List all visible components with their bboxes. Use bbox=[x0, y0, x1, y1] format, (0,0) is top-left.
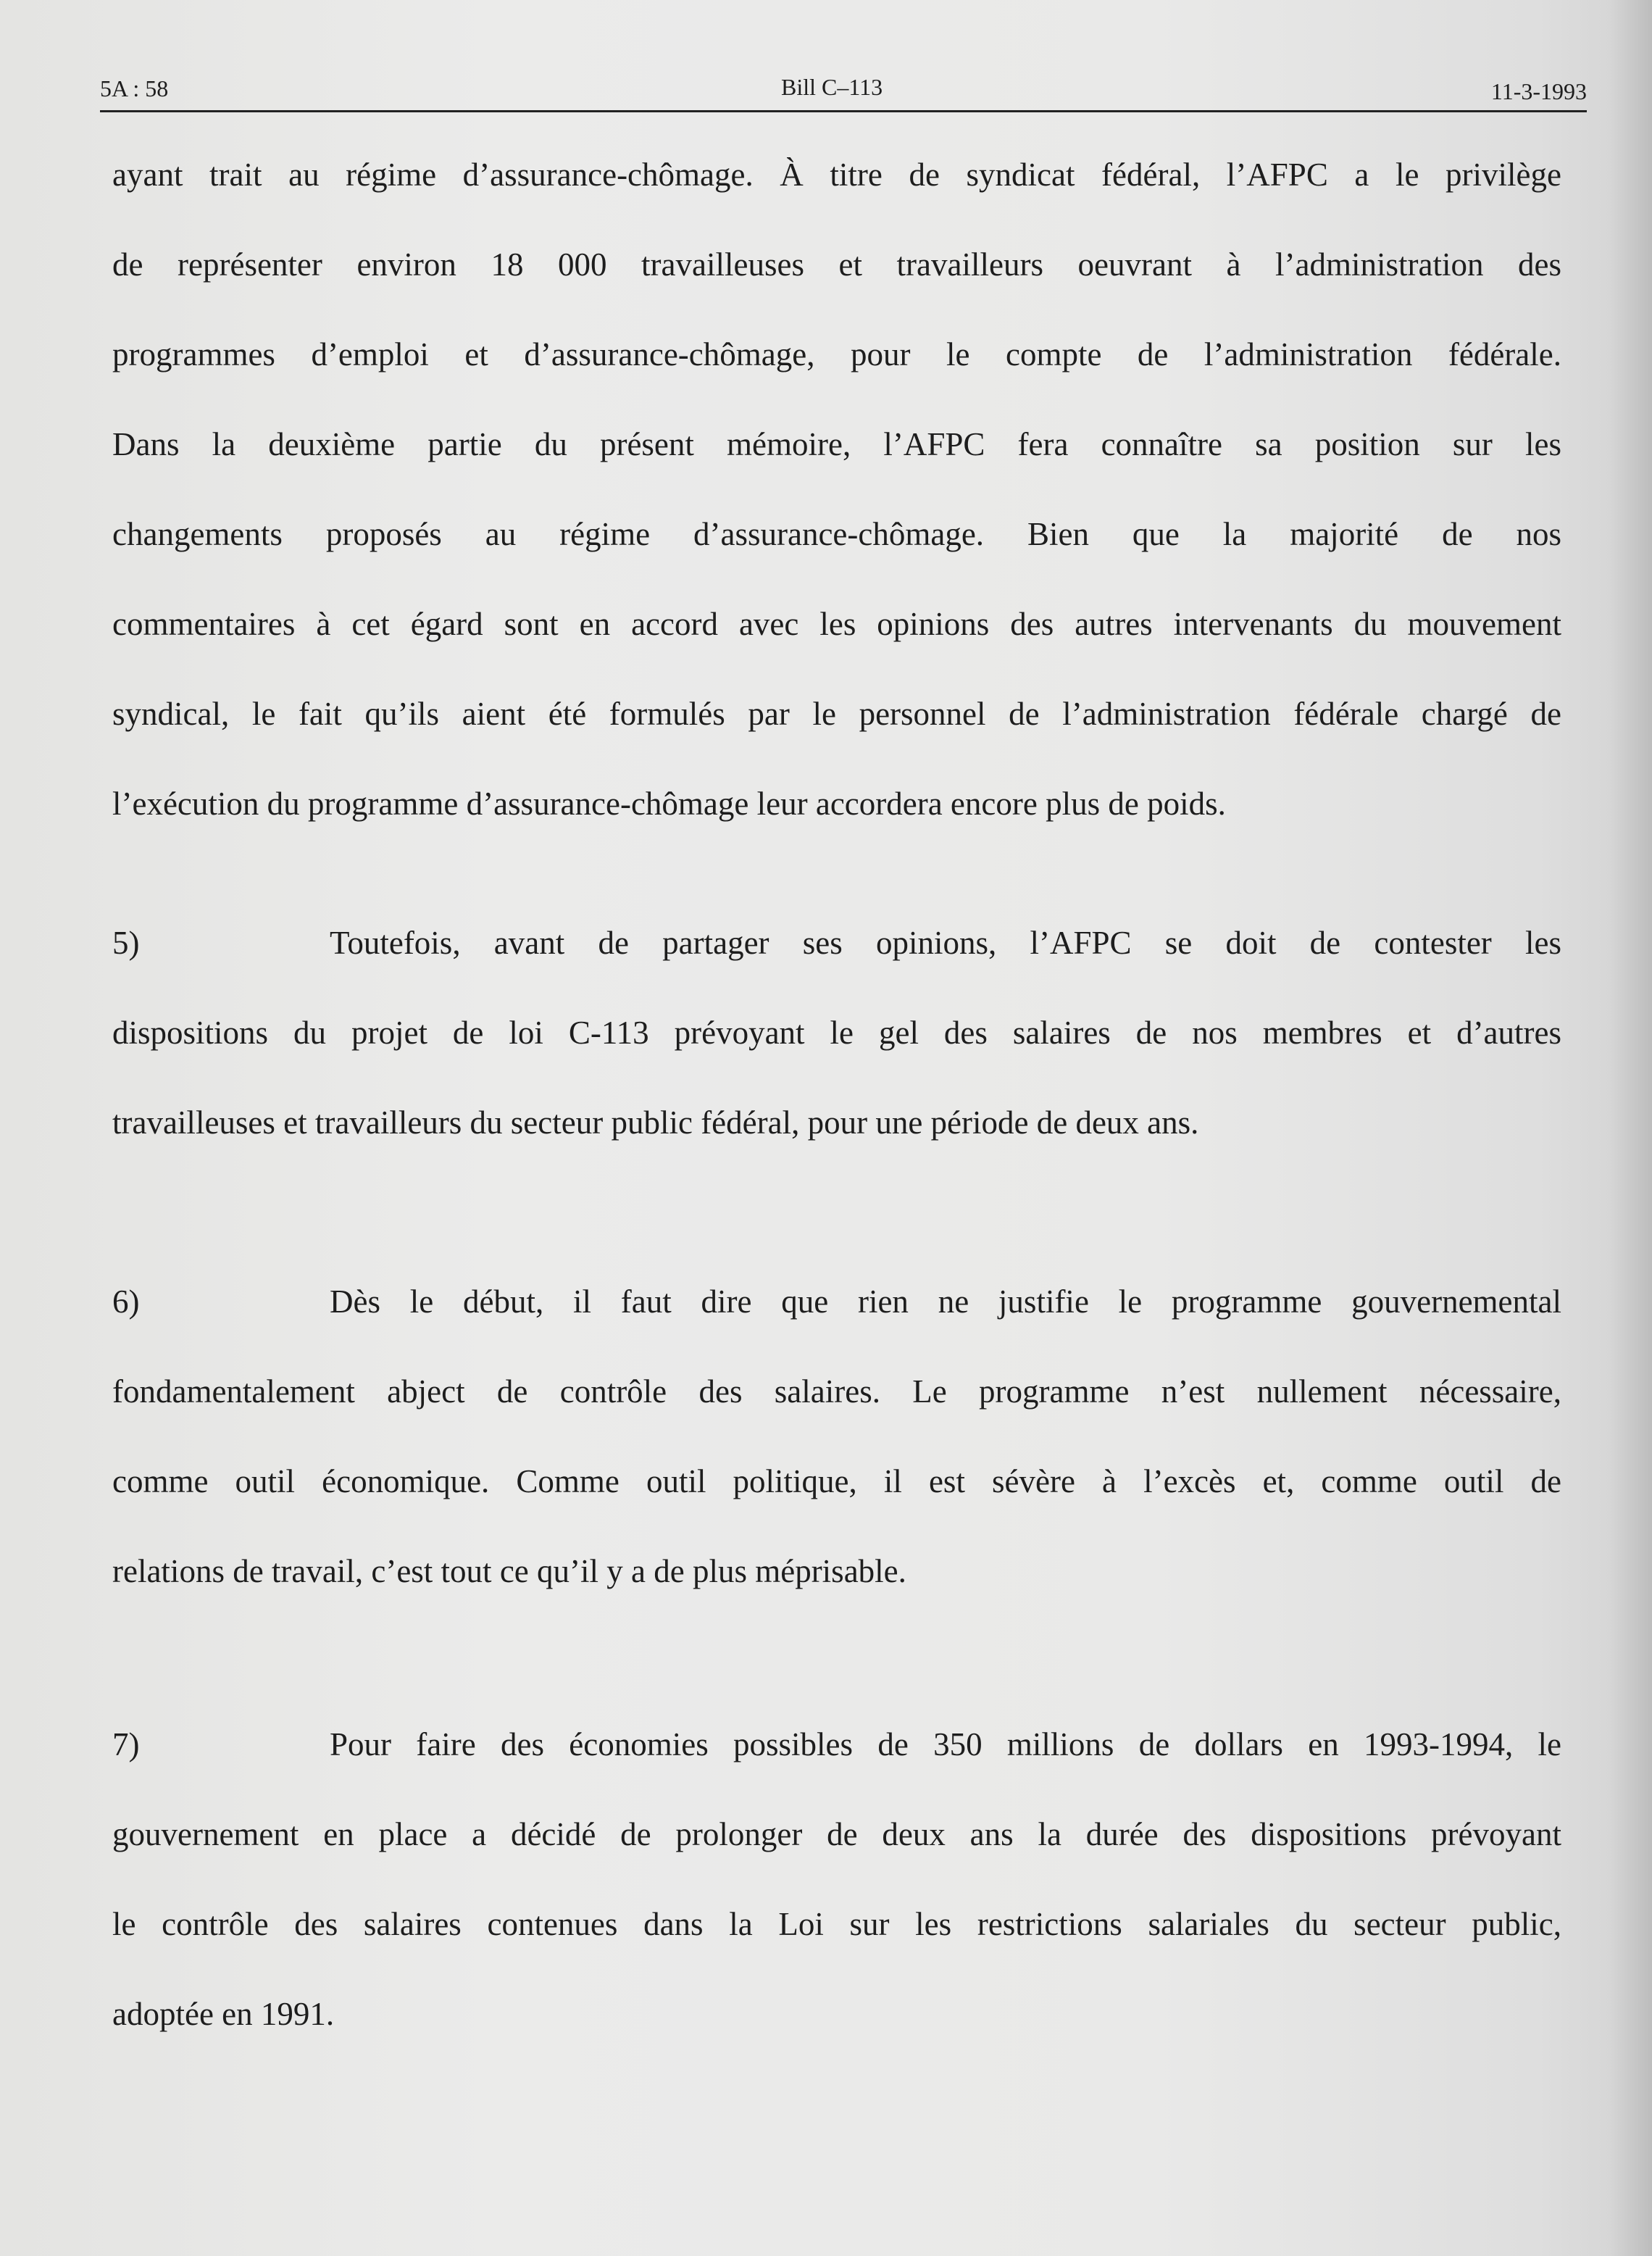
text-line: dispositions du projet de loi C-113 prévoyant le gel des salaires de nos membres et d’autres bbox=[112, 1015, 1561, 1051]
text-line: Dans la deuxième partie du présent mémoire, l’AFPC fera connaître sa position sur les bbox=[112, 426, 1561, 462]
header-date: 11-3-1993 bbox=[1490, 78, 1587, 104]
text-line: commentaires à cet égard sont en accord avec les opinions des autres intervenants du mouvement bbox=[112, 606, 1561, 642]
header-page-number: 5A : 58 bbox=[100, 75, 169, 101]
text-line: de représenter environ 18 000 travailleuses et travailleurs oeuvrant à l’administration des bbox=[112, 246, 1561, 283]
running-header bbox=[100, 70, 1587, 112]
text-line: syndical, le fait qu’ils aient été formulés par le personnel de l’administration fédérale chargé de bbox=[112, 696, 1561, 732]
text-line: l’exécution du programme d’assurance-chômage leur accordera encore plus de poids. bbox=[112, 786, 1226, 822]
text-line: relations de travail, c’est tout ce qu’il y a de plus méprisable. bbox=[112, 1553, 906, 1589]
header-bill-title: Bill C–113 bbox=[781, 74, 883, 100]
text-line: gouvernement en place a décidé de prolonger de deux ans la durée des dispositions prévoyant bbox=[112, 1816, 1561, 1852]
text-line: comme outil économique. Comme outil politique, il est sévère à l’excès et, comme outil de bbox=[112, 1463, 1561, 1499]
text-line: travailleuses et travailleurs du secteur public fédéral, pour une période de deux ans. bbox=[112, 1104, 1199, 1141]
text-line: Pour faire des économies possibles de 350 millions de dollars en 1993-1994, le bbox=[330, 1726, 1561, 1762]
text-line: Dès le début, il faut dire que rien ne justifie le programme gouvernemental bbox=[330, 1283, 1561, 1320]
text-line: programmes d’emploi et d’assurance-chômage, pour le compte de l’administration fédérale. bbox=[112, 336, 1561, 372]
text-line: fondamentalement abject de contrôle des salaires. Le programme n’est nullement nécessaire, bbox=[112, 1373, 1561, 1410]
text-line: changements proposés au régime d’assurance-chômage. Bien que la majorité de nos bbox=[112, 516, 1561, 552]
text-line: Toutefois, avant de partager ses opinions, l’AFPC se doit de contester les bbox=[330, 925, 1561, 961]
paragraph-number: 7) bbox=[112, 1726, 140, 1762]
text-line: ayant trait au régime d’assurance-chômage. À titre de syndicat fédéral, l’AFPC a le privilège bbox=[112, 157, 1561, 193]
paragraph-number: 5) bbox=[112, 925, 140, 961]
text-line: le contrôle des salaires contenues dans la Loi sur les restrictions salariales du secteur public, bbox=[112, 1906, 1561, 1942]
text-line: adoptée en 1991. bbox=[112, 1996, 335, 2032]
page-spine-shadow bbox=[1609, 0, 1652, 2256]
paragraph-number: 6) bbox=[112, 1283, 140, 1320]
